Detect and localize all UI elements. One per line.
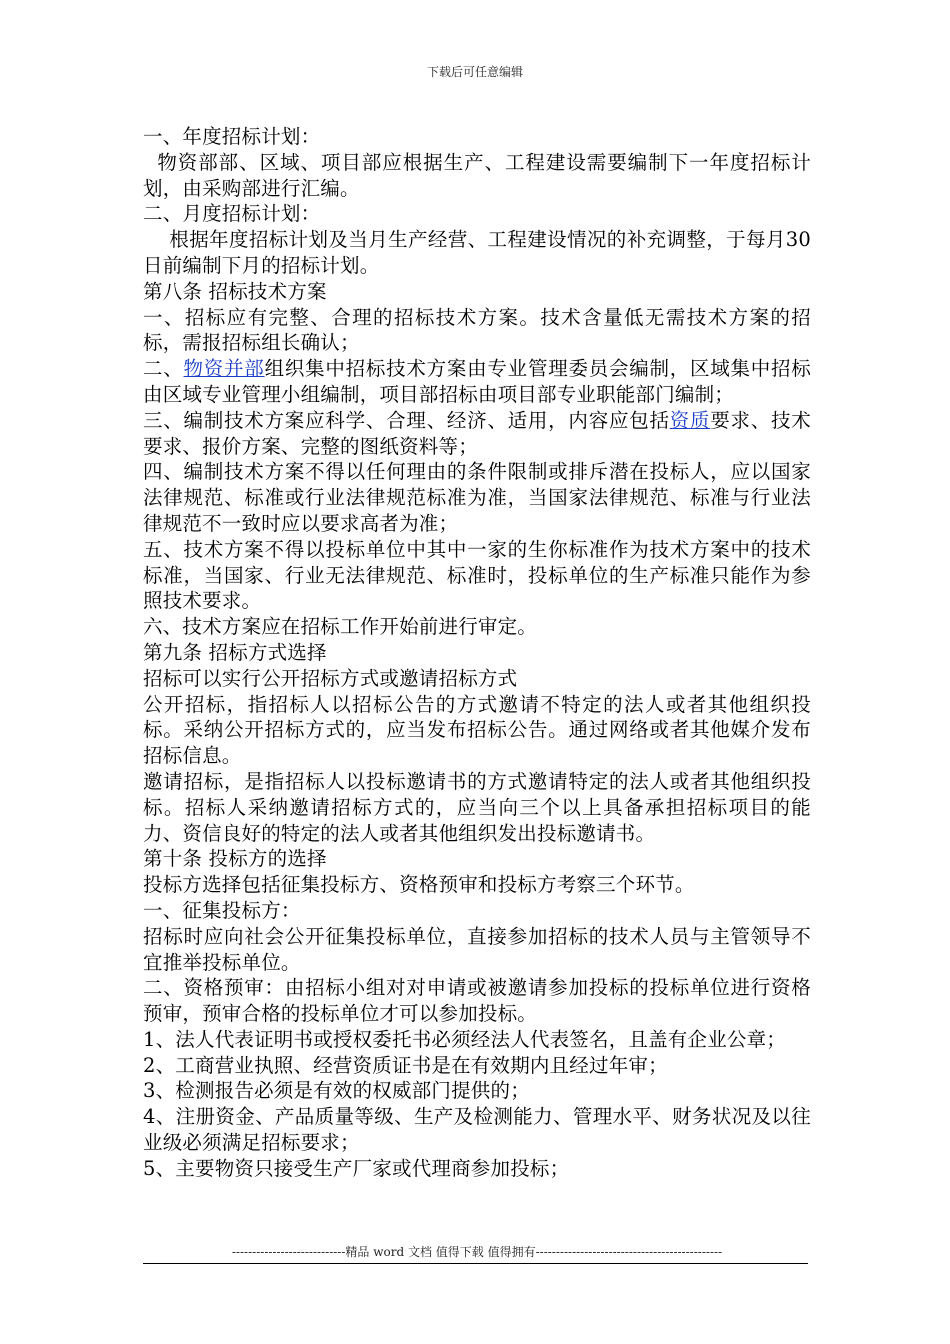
article-8-item-3 [143, 408, 811, 460]
article-8-item-6: 六、技术方案应在招标工作开始前进行审定。 [143, 615, 538, 639]
requirement-4: 4、注册资金、产品质量等级、生产及检测能力、管理水平、财务状况及以往业级必须满足招标要求； [143, 1105, 811, 1155]
article-10-item-2: 二、资格预审：由招标小组对对申请或被邀请参加投标的投标单位进行资格预审，预审合格的投标单位才可以参加投标。 [143, 976, 811, 1026]
article-10-item-1-text: 招标时应向社会公开征集投标单位，直接参加招标的技术人员与主管领导不宜推举投标单位。 [143, 924, 811, 974]
article-10-title: 第十条 投标方的选择 [143, 847, 327, 871]
article-8-item-5: 五、技术方案不得以投标单位中其中一家的生你标准作为技术方案中的技术标准，当国家、行业无法律规范、标准时，投标单位的生产标准只能作为参照技术要求。 [143, 537, 811, 613]
heading-annual-plan: 一、年度招标计划： [143, 125, 321, 148]
qualification-link[interactable]: 资质 [669, 408, 711, 432]
article-8-item-1: 一、招标应有完整、合理的招标技术方案。技术含量低无需技术方案的招标，需报招标组长确认； [143, 305, 811, 355]
item-3-prefix: 三、编制技术方案应科学、合理、经济、适用，内容应包括 [143, 408, 670, 432]
materials-dept-link[interactable]: 物资并部 [183, 357, 265, 381]
article-10-intro: 投标方选择包括征集投标方、资格预审和投标方考察三个环节。 [143, 873, 695, 897]
article-8-title: 第八条 招标技术方案 [143, 279, 327, 303]
open-tender-paragraph: 公开招标，指招标人以招标公告的方式邀请不特定的法人或者其他组织投标。采纳公开招标方式的，应当发布招标公告。通过网络或者其他媒介发布招标信息。 [143, 692, 811, 768]
paragraph-monthly-plan: 根据年度招标计划及当月生产经营、工程建设情况的补充调整，于每月30日前编制下月的招标计划。 [143, 228, 811, 277]
footer-divider [143, 1263, 808, 1264]
heading-monthly-plan: 二、月度招标计划： [143, 202, 321, 226]
item-2-text: 组织集中招标技术方案由专业管理委员会编制，区域集中招标由区域专业管理小组编制，项目部招标由项目部专业职能部门编制； [143, 357, 812, 406]
article-9-title: 第九条 招标方式选择 [143, 640, 327, 664]
article-8-item-4: 四、编制技术方案不得以任何理由的条件限制或排斥潜在投标人，应以国家法律规范、标准或行业法律规范标准为准，当国家法律规范、标准与行业法律规范不一致时应以要求高者为准； [143, 460, 811, 535]
item-3-text: 要求、技术要求、报价方案、完整的图纸资料等； [143, 408, 812, 458]
article-10-item-1-heading: 一、征集投标方： [143, 898, 301, 922]
requirement-3: 3、检测报告必须是有效的权威部门提供的； [143, 1079, 530, 1103]
article-9-intro: 招标可以实行公开招标方式或邀请招标方式 [143, 666, 518, 690]
paragraph-annual-plan: 物资部部、区域、项目部应根据生产、工程建设需要编制下一年度招标计划，由采购部进行汇编。 [143, 150, 811, 200]
item-2-prefix: 二、 [143, 357, 184, 381]
invited-tender-paragraph: 邀请招标，是指招标人以投标邀请书的方式邀请特定的法人或者其他组织投标。招标人采纳邀请招标方式的，应当向三个以上具备承担招标项目的能力、资信良好的特定的法人或者其他组织发出投标邀请书。 [143, 769, 811, 845]
document-body [143, 124, 811, 1182]
page-footer: ----------------------------精品 word 文档 值得下载 值得拥有---------------------------------------------- [231, 1245, 723, 1259]
article-8-item-2 [143, 356, 811, 408]
page-header: 下载后可任意编辑 [426, 65, 523, 79]
requirement-5: 5、主要物资只接受生产厂家或代理商参加投标； [143, 1156, 570, 1180]
requirement-2: 2、工商营业执照、经营资质证书是在有效期内且经过年审； [143, 1053, 668, 1077]
requirement-1: 1、法人代表证明书或授权委托书必须经法人代表签名，且盖有企业公章； [143, 1027, 787, 1051]
